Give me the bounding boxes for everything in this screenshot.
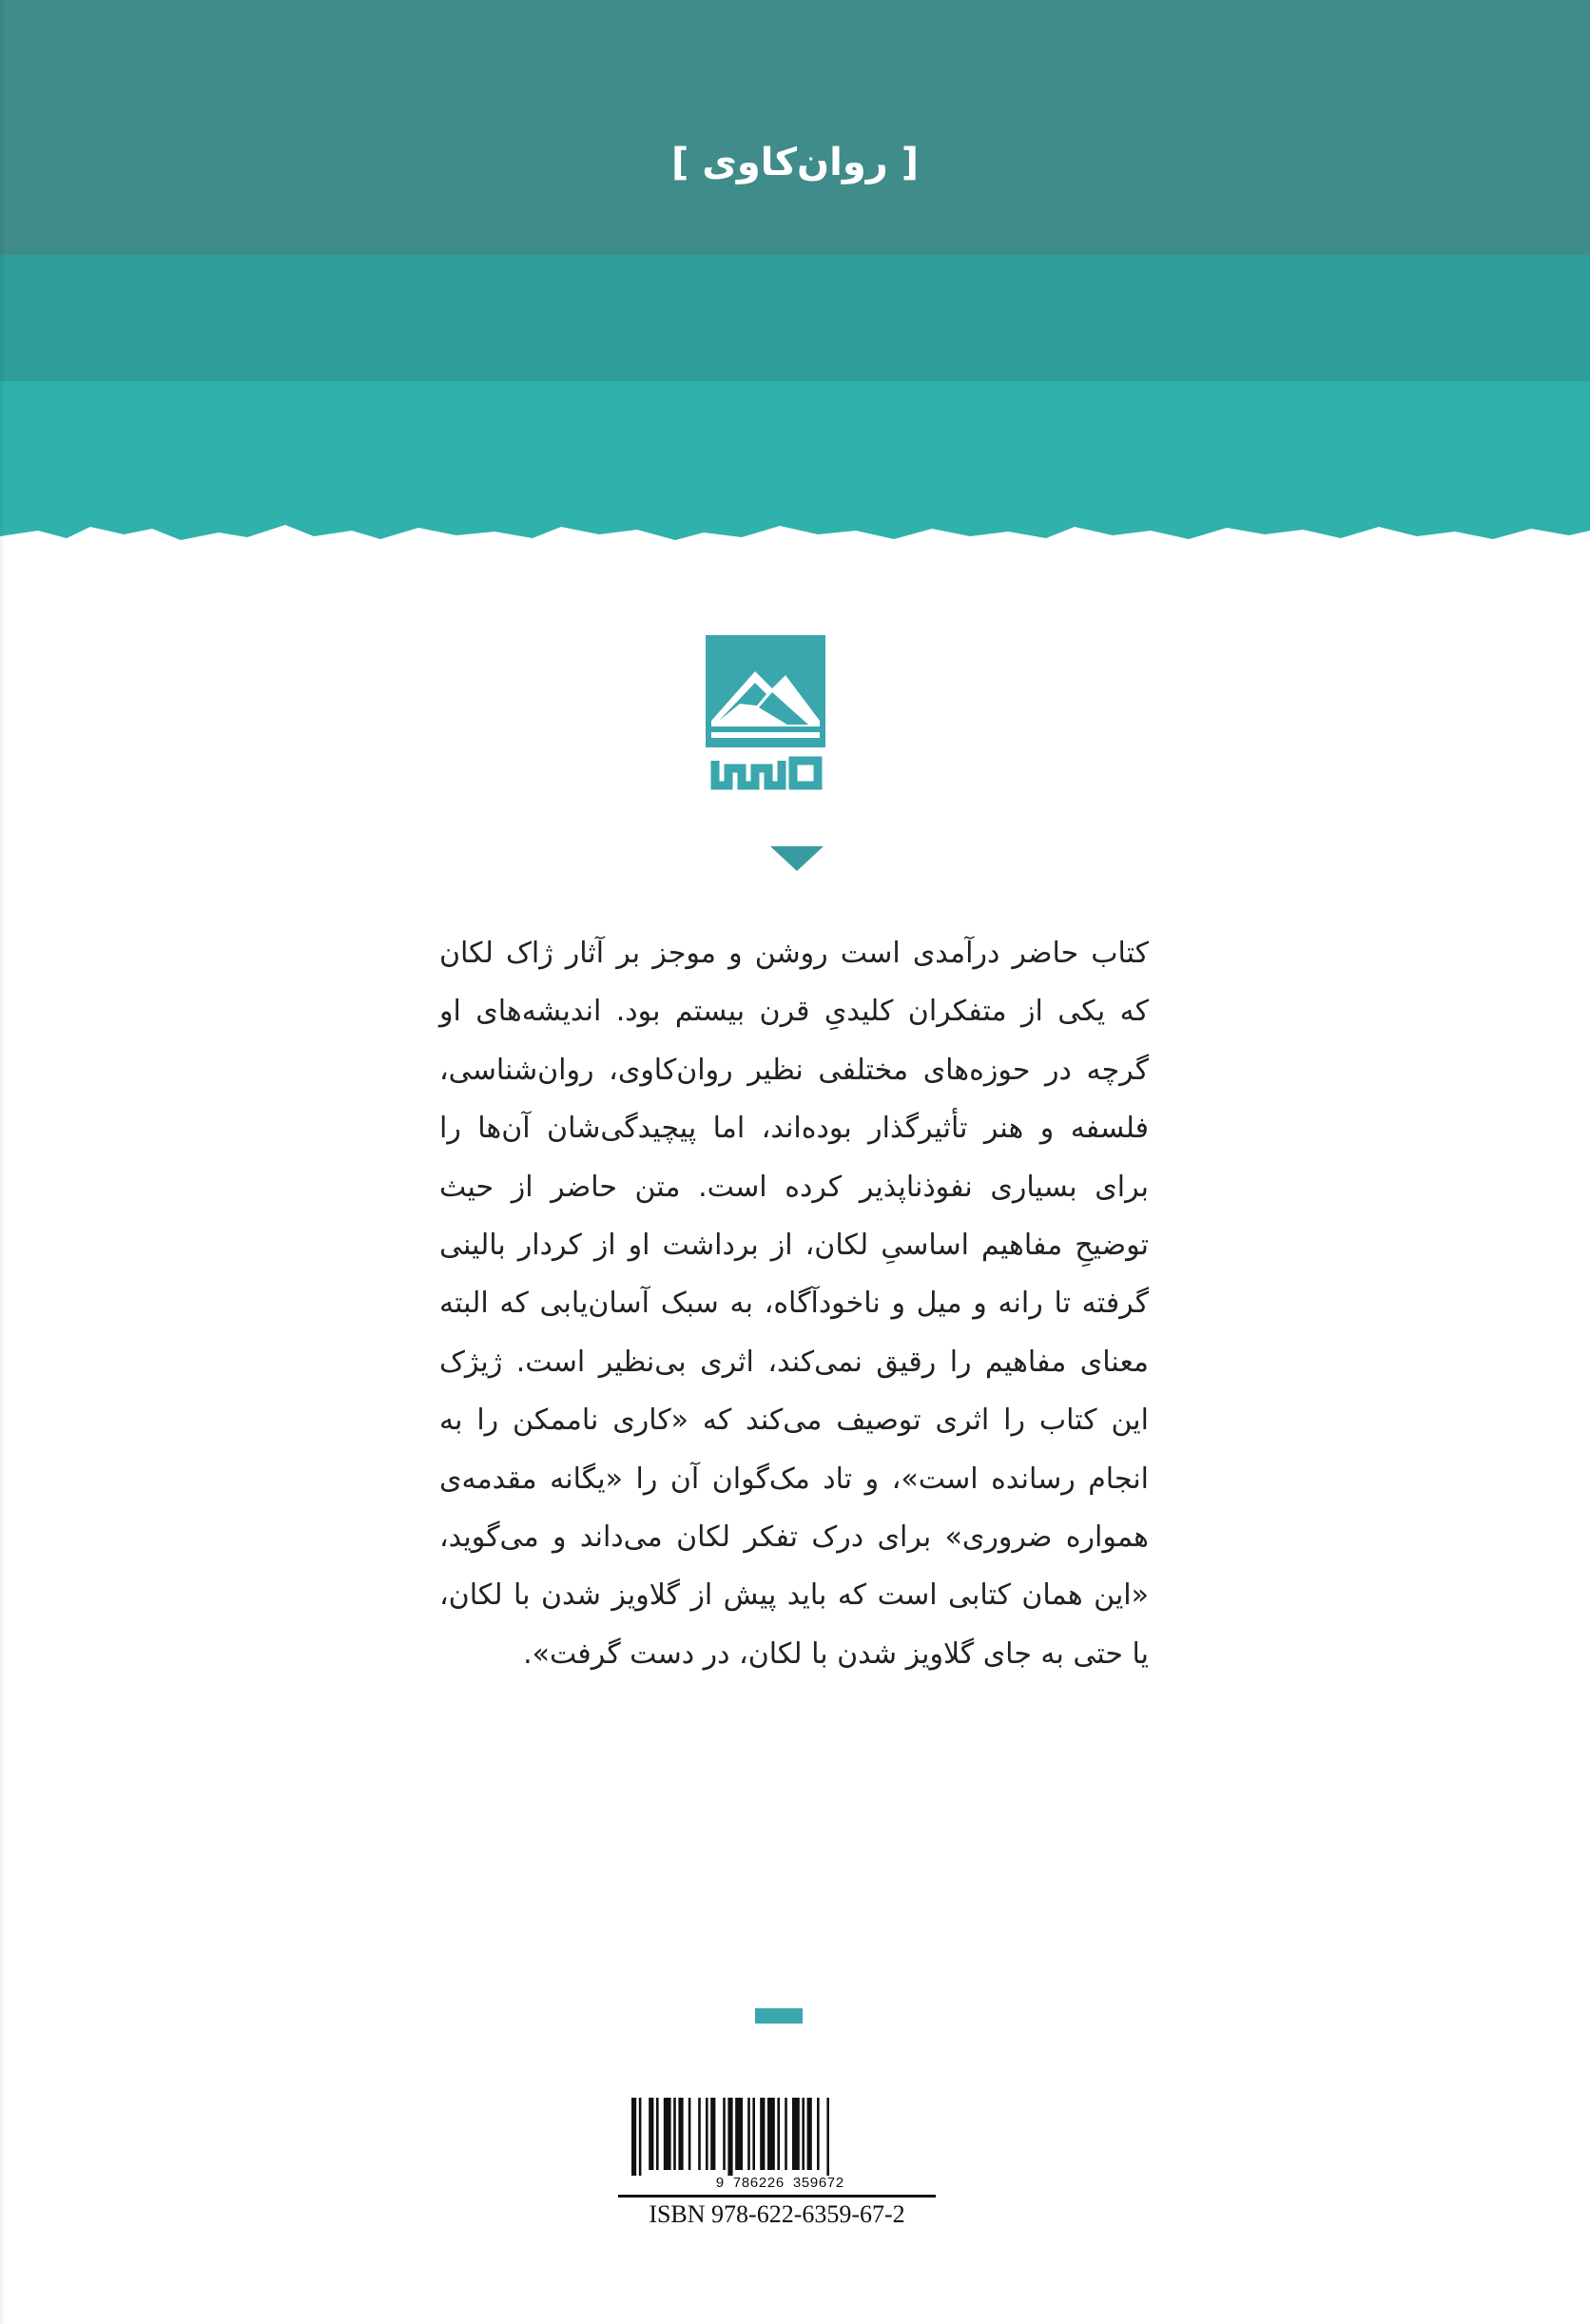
barcode-bar — [631, 2098, 636, 2176]
cover-edge-shade — [0, 0, 6, 2324]
barcode-bar — [785, 2098, 787, 2170]
barcode-bar — [792, 2098, 800, 2170]
barcode-bar — [760, 2098, 765, 2170]
barcode-bar — [817, 2098, 820, 2170]
isbn-number: ISBN 978-622-6359-67-2 — [649, 2200, 905, 2228]
barcode-bar — [678, 2098, 683, 2170]
barcode-bar — [752, 2098, 755, 2170]
header-band-middle — [0, 255, 1590, 381]
barcode-bar — [777, 2098, 780, 2170]
barcode-bar — [767, 2098, 775, 2170]
barcode-bar — [639, 2098, 642, 2176]
barcode-bar — [735, 2098, 743, 2170]
barcode-bar — [710, 2098, 715, 2170]
barcode-digits: 9 786226 359672 — [715, 2176, 844, 2192]
book-description: کتاب حاضر درآمدی است روشن و موجز بر آثار ژاک لکان که یکی از متفکران کلیدیِ قرن بیستم بود. اندیشه‌های او گرچه در حوزه‌های مختلفی نظیر روان‌کاوی، روان‌شناسی، فلسفه و هنر تأثیرگذار بوده‌اند، اما پیچیدگی‌شان آن‌ها را برای بسیاری نفوذناپذیر کرده است. متن حاضر از حیث توضیحِ مفاهیم اساسیِ لکان، از برداشت او از کردار بالینی گرفته تا رانه و میل و ناخودآگاه، به سبک آسان‌یابی که البته معنای مفاهیم را رقیق نمی‌کند، اثری بی‌نظیر است. ژیژک این کتاب را اثری توصیف می‌کند که «کاری ناممکن را به انجام رسانده است»، و تاد مک‌گوان آن را «یگانه مقدمه‌ی همواره ضروری» برای درک تفکر لکان می‌داند و می‌گوید، «این همان کتابی است که باید پیش از گلاویز شدن با لکان، یا حتی به جای گلاویز شدن با لکان، در دست گرفت». — [439, 937, 1149, 1671]
barcode-bar — [673, 2098, 676, 2170]
series-label: [ روان‌کاوی ] — [671, 141, 919, 184]
barcode-bar — [656, 2098, 659, 2170]
barcode-bar — [649, 2098, 653, 2170]
barcode-bar — [698, 2098, 701, 2170]
barcode — [618, 2092, 941, 2197]
triangle-marker-icon — [770, 846, 824, 871]
isbn-rule — [618, 2195, 936, 2198]
header-band-top — [0, 0, 1590, 255]
publisher-logo-icon — [702, 633, 829, 801]
barcode-bar — [747, 2098, 750, 2170]
barcode-bar — [727, 2098, 732, 2176]
barcode-bar — [802, 2098, 805, 2170]
barcode-bar — [664, 2098, 671, 2170]
torn-paper-edge — [0, 513, 1590, 561]
barcode-bar — [807, 2098, 812, 2170]
barcode-bar — [723, 2098, 726, 2170]
barcode-bar — [706, 2098, 708, 2170]
barcode-bar — [826, 2098, 829, 2176]
barcode-bars — [631, 2098, 829, 2176]
barcode-bar — [688, 2098, 691, 2170]
divider-bar — [755, 2008, 803, 2024]
